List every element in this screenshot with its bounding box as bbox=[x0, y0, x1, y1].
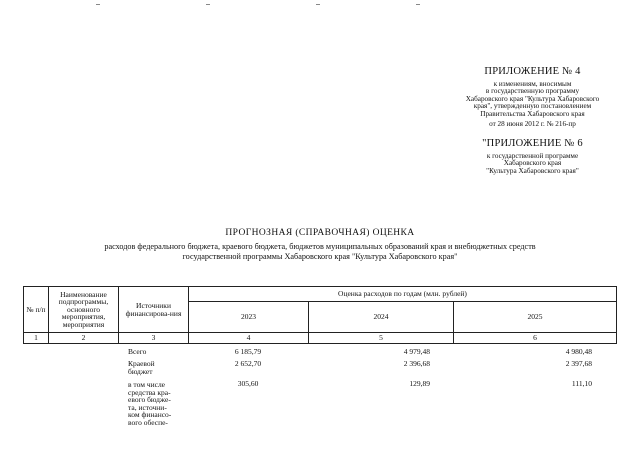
row-value-2023: 6 185,79 bbox=[234, 347, 262, 356]
row-value-2024: 4 979,48 bbox=[403, 347, 430, 356]
header-year-2025: 2025 bbox=[454, 302, 617, 333]
title-subtitle-line-2: государственной программы Хабаровского края "Культура Хабаровского края" bbox=[182, 251, 458, 261]
header-name: Наименование подпрограммы, основного мероприятия, мероприятия bbox=[49, 287, 119, 333]
appendix-4-line: Хабаровского края "Культура Хабаровского bbox=[465, 94, 600, 103]
column-number: 1 bbox=[24, 333, 49, 344]
row-source-total: Всего bbox=[128, 347, 147, 356]
row-value-2025: 2 397,68 bbox=[565, 359, 592, 368]
column-number: 5 bbox=[309, 333, 454, 344]
row-source-regional: Краевой бюджет bbox=[128, 359, 155, 376]
appendix-4-date: от 28 июня 2012 г. № 216-пр bbox=[489, 120, 576, 129]
appendix-4-line: Правительства Хабаровского края bbox=[480, 109, 585, 118]
column-number: 3 bbox=[119, 333, 189, 344]
row-value-2025: 4 980,48 bbox=[565, 347, 592, 356]
column-number: 6 bbox=[454, 333, 617, 344]
appendix-4-line: к изменениям, вносимым bbox=[493, 80, 572, 88]
header-year-2024: 2024 bbox=[309, 302, 454, 333]
column-number: 4 bbox=[189, 333, 309, 344]
appendix-4-line: края", утвержденную постановлением bbox=[473, 102, 592, 111]
row-value-2024: 2 396,68 bbox=[403, 359, 430, 368]
header-year-2023: 2023 bbox=[189, 302, 309, 333]
row-value-2023: 305,60 bbox=[237, 379, 259, 388]
row-value-2024: 129,89 bbox=[409, 379, 430, 388]
appendix-4-heading: ПРИЛОЖЕНИЕ № 4 bbox=[484, 66, 581, 77]
row-value-2025: 111,10 bbox=[571, 379, 592, 388]
row-value-2023: 2 652,70 bbox=[234, 359, 262, 368]
header-num: № п/п bbox=[24, 287, 49, 333]
appendix-6-line: "Культура Хабаровского края" bbox=[486, 166, 579, 175]
column-number: 2 bbox=[49, 333, 119, 344]
appendix-6-line: к государственной программе bbox=[486, 152, 579, 160]
header-sources: Источники финансирова-ния bbox=[119, 287, 189, 333]
header-estimate: Оценка расходов по годам (млн. рублей) bbox=[189, 287, 617, 302]
title-main: ПРОГНОЗНАЯ (СПРАВОЧНАЯ) ОЦЕНКА bbox=[225, 228, 415, 238]
title-subtitle-line-1: расходов федерального бюджета, краевого бюджета, бюджетов муниципальных образований края и внебюджетных средств bbox=[104, 242, 536, 251]
appendix-6-heading: "ПРИЛОЖЕНИЕ № 6 bbox=[482, 138, 583, 149]
appendix-6-line: Хабаровского края bbox=[503, 159, 562, 168]
appendix-4-line: в государственную программу bbox=[485, 87, 580, 96]
row-source-including: в том числе средства кра-евого бюдже-та, источни-ком финансо-вого обеспе- bbox=[128, 380, 172, 427]
